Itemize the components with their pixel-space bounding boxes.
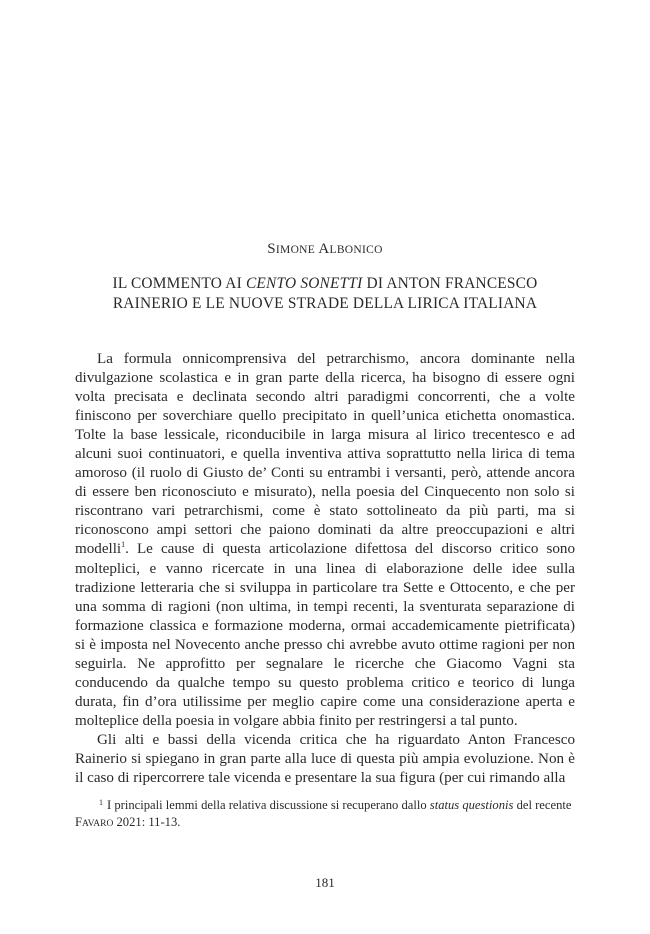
paragraph-2: Gli alti e bassi della vicenda critica che ha riguardato Anton Francesco Rainerio si spiegano in gran parte alla luce di questa più ampia evoluzione. Non è il caso di ripercorrere tale vicenda e presentare la sua figura (per cui rimando alla [75, 731, 575, 787]
chapter-title: IL COMMENTO AI CENTO SONETTI DI ANTON FRANCESCO RAINERIO E LE NUOVE STRADE DELLA LIRICA ITALIANA [112, 275, 538, 312]
footnote-reference[interactable]: 1 [121, 540, 126, 550]
footnote: $^1$ I principali lemmi della relativa discussione si recuperano dallo status questionis del recente FAVARO 2021: 11-13. [75, 798, 572, 829]
author-name: SIMONE ALBONICO [267, 241, 383, 257]
paragraph-1: La formula onnicomprensiva del petrarchismo, ancora dominante nella divulgazione scolastica e in gran parte della ricerca, ha bisogno di essere ogni volta precisata e declinata secondo altri paradigmi concorrenti, che a volte finiscono per soverchiare quello precipitato in quell’unica etichetta onomastica. Tolte la base lessicale, riconducibile in larga misura al lirico trecentesco e ad alcuni suoi continuatori, e quella inventiva attiva soprattutto nella lirica di tema amoroso (il ruolo di Giusto de’ Conti su entrambi i versanti, però, attende ancora di essere ben riconosciuto e misurato), nella poesia del Cinquecento non solo si riscontrano vari petrarchismi, come è stato sottolineato da più parti, ma si riconoscono ampi settori che paiono dominati da altre preoccupazioni e altri modelli$^1$. Le cause di questa articolazione difettosa del discorso critico sono molteplici, e vanno ricercate in una linea di elaborazione delle idee sulla tradizione letteraria che si sviluppa in particolare tra Sette e Ottocento, e che per una somma di ragioni (non ultima, in tempi recenti, la sventurata separazione di formazione classica e formazione moderna, ormai accademicamente pietrificata) si è imposta nel Novecento anche presso chi avrebbe avuto ottime ragioni per non seguirla. Ne approfitto per segnalare le ricerche che Giacomo Vagni sta conducendo da qualche tempo su questo problema critico e teorico di lunga durata, fin d’ora utilissime per meglio capire come una considerazione aperta e molteplice della poesia in volgare abbia finito per restringersi a tal punto. [75, 351, 575, 729]
page-number: 181 [315, 875, 335, 890]
body-text [75, 350, 575, 788]
footnote-number: 1 [99, 798, 103, 807]
title-italic-work: CENTO SONETTI [245, 275, 363, 292]
footnote-reference-author: FAVARO [75, 815, 114, 829]
